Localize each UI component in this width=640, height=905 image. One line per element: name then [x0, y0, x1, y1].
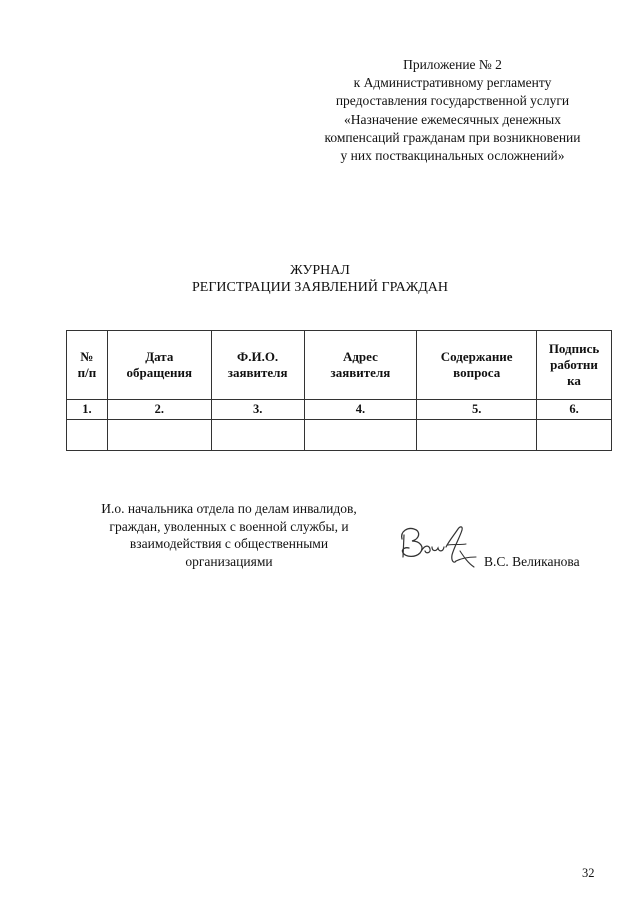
column-number-cell: 6. [537, 400, 612, 420]
appendix-line: к Административному регламенту [353, 75, 552, 91]
signatory-position [74, 500, 384, 570]
column-number-cell: 2. [107, 400, 211, 420]
column-number-cell: 3. [211, 400, 304, 420]
header-address: Адрес заявителя [304, 331, 417, 400]
page-number: 32 [582, 866, 595, 880]
signatory-line: организациями [185, 553, 273, 569]
appendix-line: предоставления государственной услуги [335, 93, 570, 109]
journal-title-line1: ЖУРНАЛ [290, 263, 350, 278]
header-fio: Ф.И.О. заявителя [211, 331, 304, 400]
journal-title-line2: РЕГИСТРАЦИИ ЗАЯВЛЕНИЙ ГРАЖДАН [191, 280, 449, 295]
empty-cell [67, 420, 108, 451]
appendix-line: «Назначение ежемесячных денежных [344, 111, 561, 127]
header-signature: Подпись работни ка [537, 331, 612, 400]
signatory-line: И.о. начальника отдела по делам инвалидов, [101, 501, 357, 516]
header-content: Содержание вопроса [417, 331, 537, 400]
appendix-header [290, 56, 615, 165]
empty-cell [211, 420, 304, 451]
appendix-line: Приложение № 2 [403, 57, 502, 72]
appendix-line: у них поствакцинальных осложнений» [340, 148, 565, 164]
journal-title [0, 262, 640, 296]
appendix-line: компенсаций гражданам при возникновении [324, 129, 581, 145]
column-number-cell: 1. [67, 400, 108, 420]
empty-cell [304, 420, 417, 451]
column-number-cell: 5. [417, 400, 537, 420]
header-date: Дата обращения [107, 331, 211, 400]
signer-name: В.С. Великанова [484, 554, 580, 569]
empty-cell [537, 420, 612, 451]
table-header-row [67, 331, 612, 400]
handwritten-signature [394, 517, 484, 575]
signatory-line: граждан, уволенных с военной службы, и [109, 518, 349, 534]
empty-cell [417, 420, 537, 451]
table-row-column-numbers [67, 400, 612, 420]
signatory-line: взаимодействия с общественными [129, 536, 329, 551]
empty-cell [107, 420, 211, 451]
column-number-cell: 4. [304, 400, 417, 420]
table-row-empty [67, 420, 612, 451]
header-number: № п/п [67, 331, 108, 400]
registration-table [66, 330, 612, 451]
